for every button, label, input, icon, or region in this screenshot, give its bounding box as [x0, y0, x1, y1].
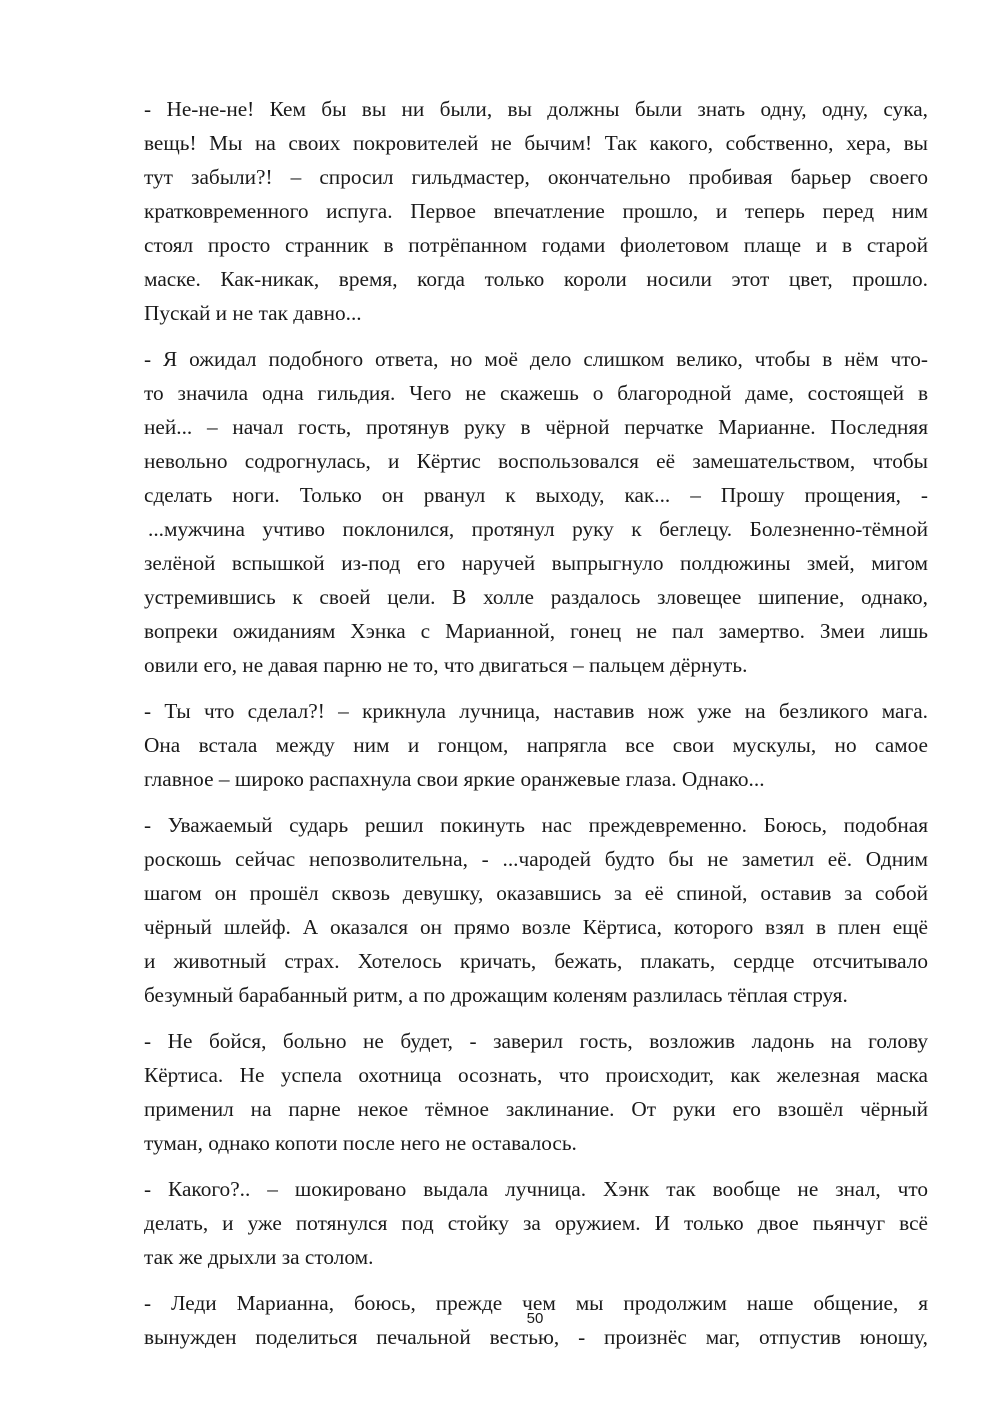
text-line: - Я ожидал подобного ответа, но моё дело слишком велико, чтобы в нём что- [144, 347, 928, 371]
text-line: - Леди Марианна, боюсь, прежде чем мы продолжим наше общение, я [144, 1291, 928, 1315]
text-line: невольно содрогнулась, и Кёртис воспользовался её замешательством, чтобы [144, 449, 928, 473]
text-line: тут забыли?! – спросил гильдмастер, окончательно пробивая барьер своего [144, 165, 928, 189]
page-number: 50 [526, 1310, 544, 1327]
text-line: и животный страх. Хотелось кричать, бежать, плакать, сердце отсчитывало [144, 949, 928, 973]
body-text [144, 92, 928, 1366]
text-line: ней... – начал гость, протянув руку в чёрной перчатке Марианне. Последняя [144, 415, 928, 439]
text-line: - Какого?.. – шокировано выдала лучница. Хэнк так вообще не знал, что [144, 1177, 928, 1201]
text-line: то значила одна гильдия. Чего не скажешь о благородной даме, состоящей в [144, 381, 928, 405]
text-line: роскошь сейчас непозволительна, - ...чародей будто бы не заметил её. Одним [144, 847, 928, 871]
paragraph-5 [144, 1024, 928, 1160]
text-line: шагом он прошёл сквозь девушку, оказавшись за её спиной, оставив за собой [144, 881, 928, 905]
text-line: овили его, не давая парню не то, что двигаться – пальцем дёрнуть. [144, 653, 748, 677]
text-line: - Не-не-не! Кем бы вы ни были, вы должны были знать одну, одну, сука, [144, 97, 928, 121]
text-line: вещь! Мы на своих покровителей не бычим! Так какого, собственно, хера, вы [144, 131, 928, 155]
paragraph-6 [144, 1172, 928, 1274]
text-line: чёрный шлейф. А оказался он прямо возле Кёртиса, которого взял в плен ещё [144, 915, 928, 939]
text-line: стоял просто странник в потрёпанном годами фиолетовом плаще и в старой [144, 233, 928, 257]
text-line: маске. Как-никак, время, когда только короли носили этот цвет, прошло. [144, 267, 928, 291]
paragraph-1 [144, 92, 928, 330]
text-line: устремившись к своей цели. В холле раздалось зловещее шипение, однако, [144, 585, 928, 609]
text-line: - Уважаемый сударь решил покинуть нас преждевременно. Боюсь, подобная [144, 813, 928, 837]
text-line: туман, однако копоти после него не оставалось. [144, 1131, 577, 1155]
text-line: Она встала между ним и гонцом, напрягла все свои мускулы, но самое [144, 733, 928, 757]
text-line: безумный барабанный ритм, а по дрожащим коленям разлилась тёплая струя. [144, 983, 848, 1007]
text-line: так же дрыхли за столом. [144, 1245, 374, 1269]
text-line: Кёртиса. Не успела охотница осознать, что происходит, как железная маска [144, 1063, 928, 1087]
text-line: Пускай и не так давно... [144, 301, 362, 325]
text-line: - Ты что сделал?! – крикнула лучница, наставив нож уже на безликого мага. [144, 699, 928, 723]
text-line: применил на парне некое тёмное заклинание. От руки его взошёл чёрный [144, 1097, 928, 1121]
paragraph-2 [144, 342, 928, 682]
paragraph-4 [144, 808, 928, 1012]
text-line: вопреки ожиданиям Хэнка с Марианной, гонец не пал замертво. Змеи лишь [144, 619, 928, 643]
text-line: делать, и уже потянулся под стойку за оружием. И только двое пьянчуг всё [144, 1211, 928, 1235]
text-line: - Не бойся, больно не будет, - заверил гость, возложив ладонь на голову [144, 1029, 928, 1053]
text-line: сделать ноги. Только он рванул к выходу, как... – Прошу прощения, - [144, 483, 928, 507]
text-line: главное – широко распахнула свои яркие оранжевые глаза. Однако... [144, 767, 765, 791]
text-line: вынужден поделиться печальной вестью, - произнёс маг, отпустив юношу, [144, 1325, 928, 1349]
paragraph-3 [144, 694, 928, 796]
text-line: кратковременного испуга. Первое впечатление прошло, и теперь перед ним [144, 199, 928, 223]
text-line: зелёной вспышкой из-под его наручей выпрыгнуло полдюжины змей, мигом [144, 551, 928, 575]
text-line: ...мужчина учтиво поклонился, протянул руку к беглецу. Болезненно-тёмной [148, 517, 928, 541]
